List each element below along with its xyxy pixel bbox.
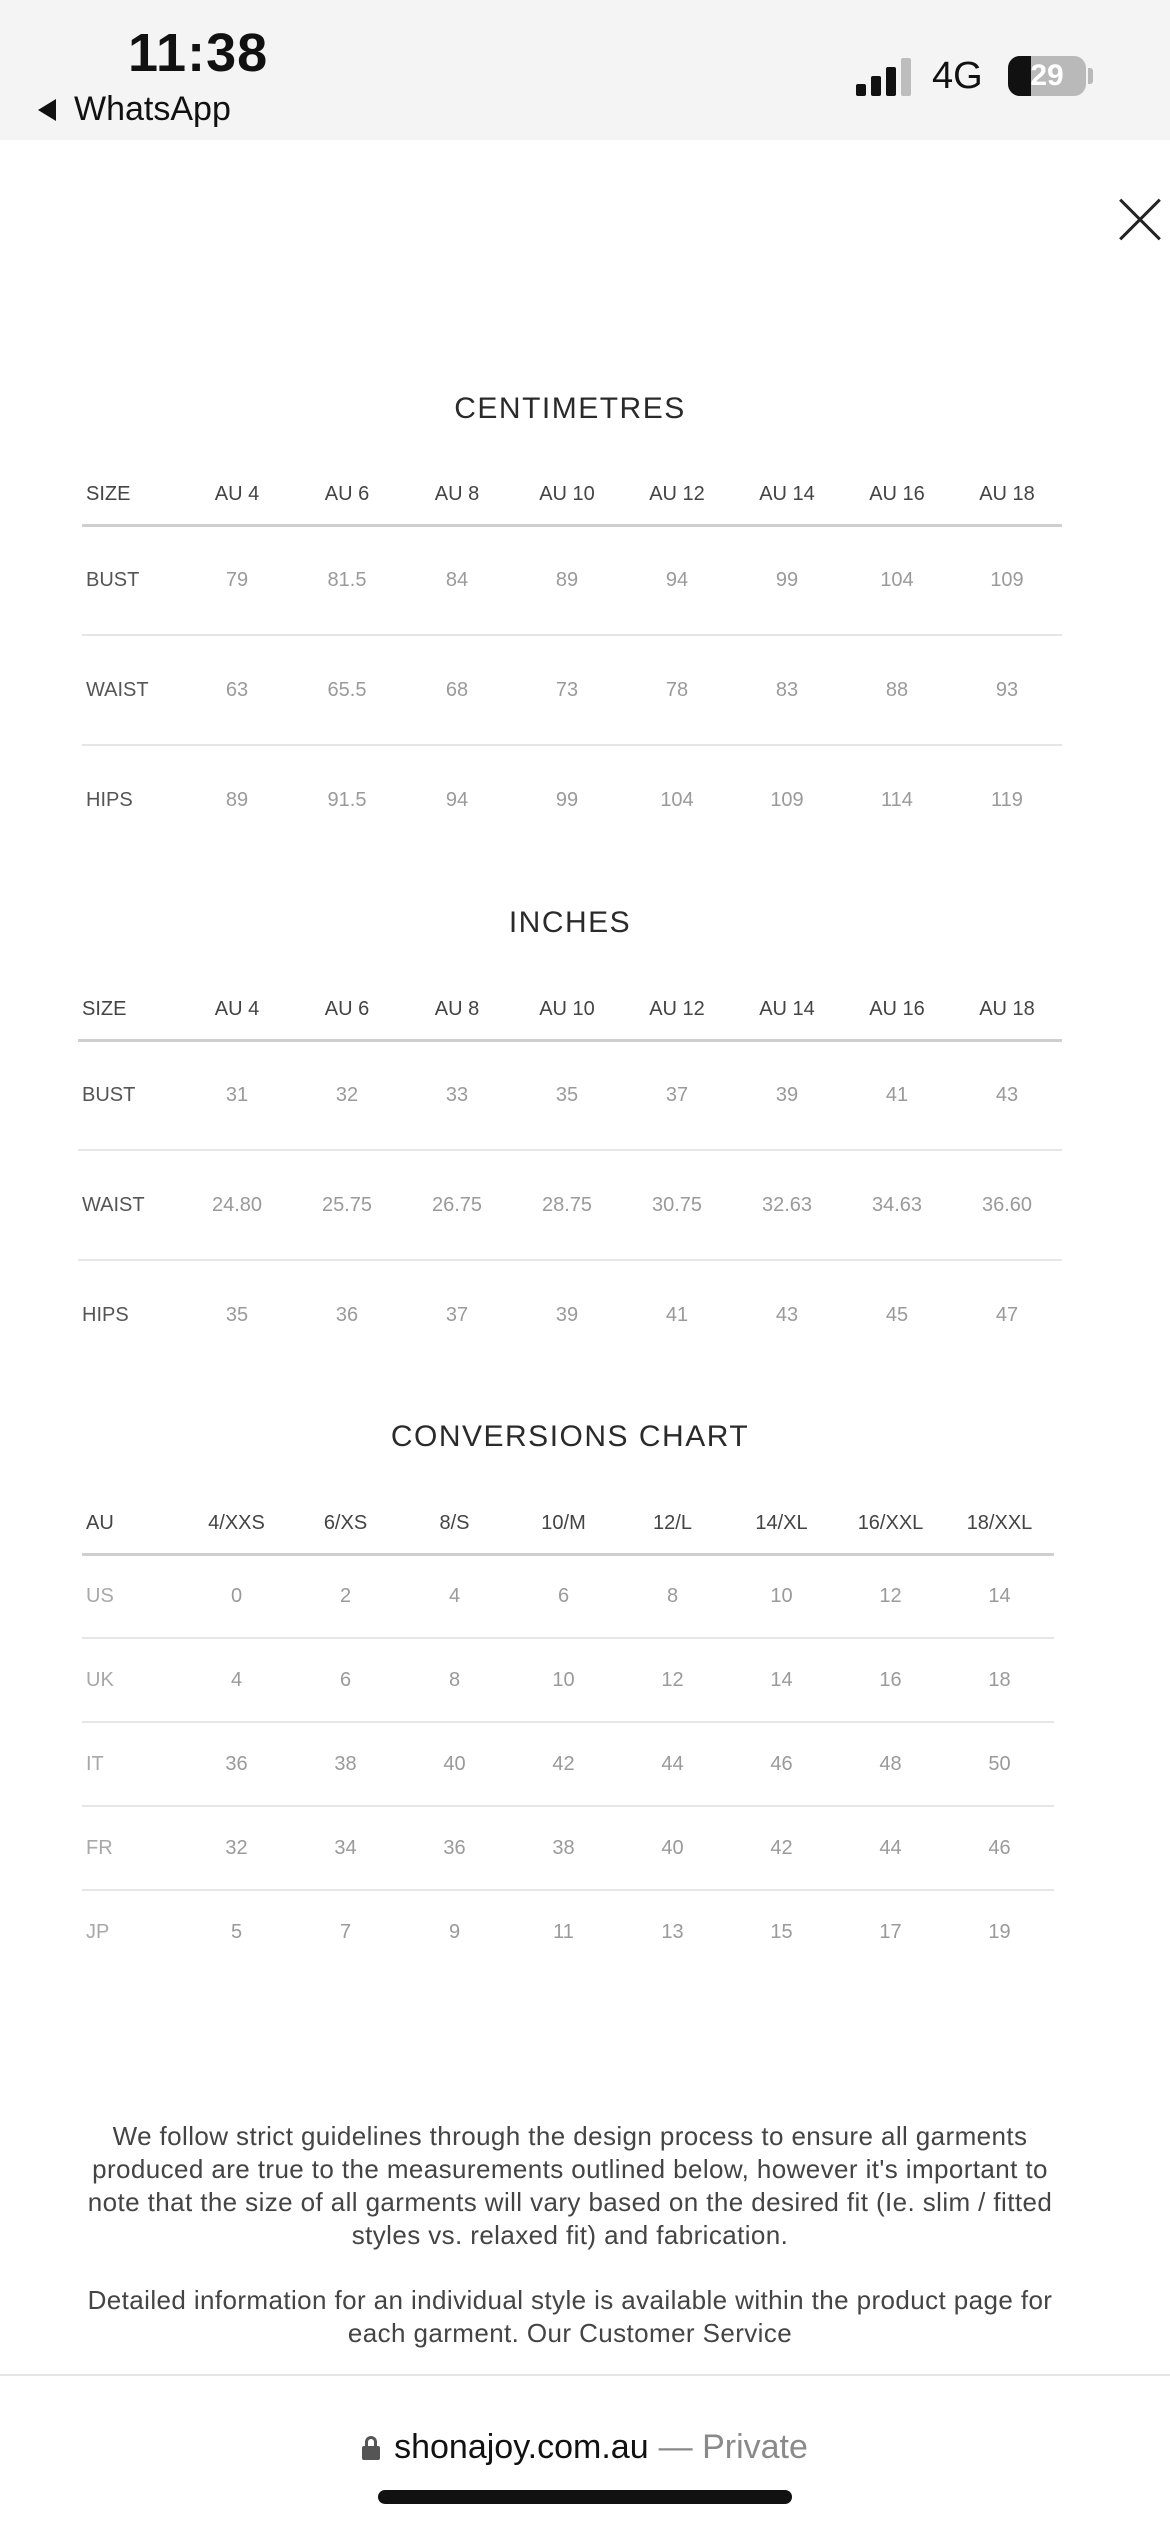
- table-cell: 35: [555, 1083, 579, 1106]
- table-cell: 2: [339, 1584, 352, 1607]
- status-bar: [0, 0, 1170, 140]
- row-label: BUST: [82, 1083, 136, 1106]
- table-cell: 24.80: [211, 1193, 263, 1216]
- table-cell: 119: [991, 789, 1023, 811]
- table-cell: 38: [334, 1752, 357, 1775]
- table-cell: 36: [225, 1752, 248, 1775]
- table-cell: 93: [995, 678, 1019, 701]
- table-cell: 46: [770, 1752, 793, 1775]
- table-row: [82, 1554, 1054, 1638]
- table-row: [82, 1638, 1054, 1722]
- table-cell: 10: [552, 1668, 575, 1691]
- table-cell: 36: [443, 1836, 466, 1859]
- info-paragraph: Detailed information for an individual style is available within the product page for each garment. Our Customer Service: [87, 2285, 1053, 2348]
- table-cell: 40: [443, 1752, 466, 1775]
- table-cell: 31: [225, 1083, 249, 1106]
- table-row: [78, 1040, 1062, 1150]
- table-cell: 65.5: [327, 678, 367, 701]
- table-cell: 63: [225, 678, 249, 701]
- column-header: AU 8: [434, 482, 480, 505]
- table-cell: 78: [665, 678, 689, 701]
- table-cell: 34.63: [871, 1193, 923, 1216]
- column-header: 8/S: [439, 1511, 470, 1534]
- table-cell: 35: [225, 1304, 249, 1326]
- table-cell: 38: [552, 1836, 575, 1859]
- table-row: [82, 525, 1062, 635]
- table-cell: 42: [770, 1836, 793, 1859]
- info-paragraph: We follow strict guidelines through the design process to ensure all garments produced are true to the measurements outlined below, however it's important to note that the size of all garments will vary based on the desired fit (Ie. slim / fitted styles vs. relaxed fit) and fabrication.: [87, 2121, 1053, 2250]
- column-header: AU 10: [539, 997, 595, 1020]
- table-cell: 43: [775, 1304, 799, 1326]
- table-cell: 8: [666, 1584, 679, 1607]
- back-to-app-button[interactable]: [38, 90, 231, 129]
- table-cell: 68: [445, 678, 469, 701]
- conversions-table: [82, 1494, 1054, 1974]
- row-label: FR: [86, 1836, 113, 1859]
- table-cell: 39: [775, 1083, 799, 1106]
- battery-tip: [1088, 68, 1093, 84]
- row-label: US: [86, 1584, 114, 1607]
- table-cell: 37: [665, 1083, 689, 1106]
- table-cell: 104: [660, 789, 694, 811]
- column-header: SIZE: [86, 482, 131, 505]
- home-indicator[interactable]: [378, 2490, 792, 2504]
- table-cell: 0: [230, 1584, 243, 1607]
- inches-title: INCHES: [508, 906, 632, 939]
- table-cell: 41: [885, 1083, 909, 1106]
- table-cell: 99: [555, 789, 579, 811]
- table-cell: 40: [661, 1836, 684, 1859]
- table-cell: 26.75: [431, 1193, 483, 1216]
- url-text: shonajoy.com.au: [394, 2428, 649, 2466]
- column-header: AU 4: [214, 482, 260, 505]
- table-cell: 7: [339, 1921, 352, 1943]
- column-header: AU 4: [214, 997, 260, 1020]
- table-cell: 89: [555, 568, 579, 591]
- table-cell: 10: [770, 1584, 793, 1607]
- table-row: [78, 1150, 1062, 1260]
- table-cell: 39: [555, 1304, 579, 1326]
- row-label: IT: [86, 1752, 104, 1775]
- back-arrow-icon: [38, 99, 56, 121]
- table-cell: 36: [335, 1304, 359, 1326]
- table-cell: 94: [445, 789, 469, 811]
- table-cell: 46: [988, 1836, 1011, 1859]
- battery-icon: [1008, 56, 1086, 96]
- cellular-signal-icon: [856, 58, 916, 96]
- column-header: AU 8: [434, 997, 480, 1020]
- table-cell: 13: [661, 1921, 684, 1943]
- network-type: 4G: [932, 55, 983, 97]
- row-label: WAIST: [82, 1193, 145, 1216]
- table-cell: 109: [990, 568, 1024, 591]
- column-header: 6/XS: [323, 1511, 368, 1534]
- table-cell: 114: [881, 789, 913, 811]
- centimetres-title: CENTIMETRES: [454, 392, 686, 425]
- table-row: [82, 745, 1062, 855]
- table-cell: 5: [230, 1921, 243, 1943]
- table-cell: 32.63: [761, 1193, 813, 1216]
- row-label: UK: [86, 1668, 114, 1691]
- size-guide-info: [80, 2120, 1060, 2350]
- column-header: AU: [86, 1511, 114, 1534]
- column-header: AU 6: [324, 482, 370, 505]
- table-cell: 32: [335, 1083, 359, 1106]
- table-cell: 32: [225, 1836, 248, 1859]
- column-header: SIZE: [82, 997, 127, 1020]
- table-cell: 18: [988, 1668, 1011, 1691]
- column-header: AU 16: [869, 482, 925, 505]
- private-label: — Private: [658, 2428, 808, 2466]
- lock-icon: [362, 2436, 380, 2460]
- table-cell: 50: [988, 1752, 1011, 1775]
- back-app-label: WhatsApp: [74, 90, 231, 128]
- table-cell: 47: [995, 1304, 1019, 1326]
- table-header-row: [82, 465, 1062, 525]
- table-cell: 15: [770, 1921, 793, 1943]
- column-header: AU 10: [539, 482, 595, 505]
- table-row: [82, 1806, 1054, 1890]
- table-cell: 42: [552, 1752, 575, 1775]
- column-header: AU 6: [324, 997, 370, 1020]
- url-display[interactable]: [0, 2428, 1170, 2467]
- column-header: AU 14: [759, 482, 815, 505]
- table-cell: 4: [448, 1584, 461, 1607]
- table-cell: 94: [665, 568, 689, 591]
- table-cell: 17: [879, 1921, 902, 1943]
- column-header: 18/XXL: [966, 1511, 1033, 1534]
- table-cell: 36.60: [981, 1193, 1033, 1216]
- table-cell: 45: [885, 1304, 909, 1326]
- table-cell: 83: [775, 678, 799, 701]
- row-label: HIPS: [82, 1304, 129, 1326]
- table-cell: 14: [988, 1584, 1011, 1607]
- table-cell: 28.75: [541, 1193, 593, 1216]
- column-header: AU 12: [649, 997, 705, 1020]
- table-cell: 25.75: [321, 1193, 373, 1216]
- table-cell: 16: [879, 1668, 902, 1691]
- table-cell: 89: [225, 789, 249, 811]
- table-cell: 81.5: [327, 568, 367, 591]
- table-cell: 79: [225, 568, 249, 591]
- table-cell: 48: [879, 1752, 902, 1775]
- close-icon[interactable]: [1116, 196, 1164, 244]
- table-header-row: [78, 980, 1062, 1040]
- table-cell: 41: [665, 1304, 689, 1326]
- column-header: AU 18: [979, 997, 1035, 1020]
- table-cell: 6: [557, 1584, 570, 1607]
- table-cell: 9: [448, 1921, 461, 1943]
- table-cell: 4: [230, 1668, 243, 1691]
- column-header: AU 16: [869, 997, 925, 1020]
- table-cell: 19: [988, 1921, 1011, 1943]
- browser-address-bar[interactable]: [0, 2374, 1170, 2532]
- column-header: AU 14: [759, 997, 815, 1020]
- table-cell: 91.5: [327, 789, 367, 811]
- table-cell: 84: [445, 568, 469, 591]
- table-cell: 30.75: [651, 1193, 703, 1216]
- table-cell: 12: [879, 1584, 902, 1607]
- column-header: 10/M: [541, 1511, 586, 1534]
- table-row: [82, 1722, 1054, 1806]
- table-cell: 33: [445, 1083, 469, 1106]
- table-cell: 109: [770, 789, 804, 811]
- table-cell: 88: [885, 678, 909, 701]
- table-cell: 44: [661, 1752, 684, 1775]
- table-cell: 14: [770, 1668, 793, 1691]
- table-cell: 37: [445, 1304, 469, 1326]
- table-cell: 12: [661, 1668, 684, 1691]
- column-header: AU 18: [979, 482, 1035, 505]
- table-cell: 73: [555, 678, 579, 701]
- centimetres-table: [82, 465, 1062, 855]
- conversions-title: CONVERSIONS CHART: [390, 1420, 750, 1453]
- table-cell: 44: [879, 1836, 902, 1859]
- table-cell: 34: [334, 1836, 357, 1859]
- inches-table: [78, 980, 1062, 1370]
- battery-percentage: 29: [1030, 59, 1064, 92]
- row-label: JP: [86, 1921, 110, 1943]
- table-row: [82, 1890, 1054, 1974]
- table-cell: 43: [995, 1083, 1019, 1106]
- column-header: AU 12: [649, 482, 705, 505]
- table-header-row: [82, 1494, 1054, 1554]
- column-header: 16/XXL: [857, 1511, 924, 1534]
- table-cell: 11: [553, 1921, 574, 1943]
- table-row: [78, 1260, 1062, 1370]
- table-row: [82, 635, 1062, 745]
- clock: 11:38: [128, 23, 269, 83]
- column-header: 14/XL: [755, 1511, 808, 1534]
- table-cell: 99: [775, 568, 799, 591]
- table-cell: 104: [880, 568, 914, 591]
- table-cell: 8: [448, 1668, 461, 1691]
- row-label: BUST: [86, 568, 140, 591]
- table-cell: 6: [339, 1668, 352, 1691]
- column-header: 4/XXS: [208, 1511, 265, 1534]
- row-label: WAIST: [86, 678, 149, 701]
- row-label: HIPS: [86, 789, 133, 811]
- column-header: 12/L: [653, 1511, 692, 1534]
